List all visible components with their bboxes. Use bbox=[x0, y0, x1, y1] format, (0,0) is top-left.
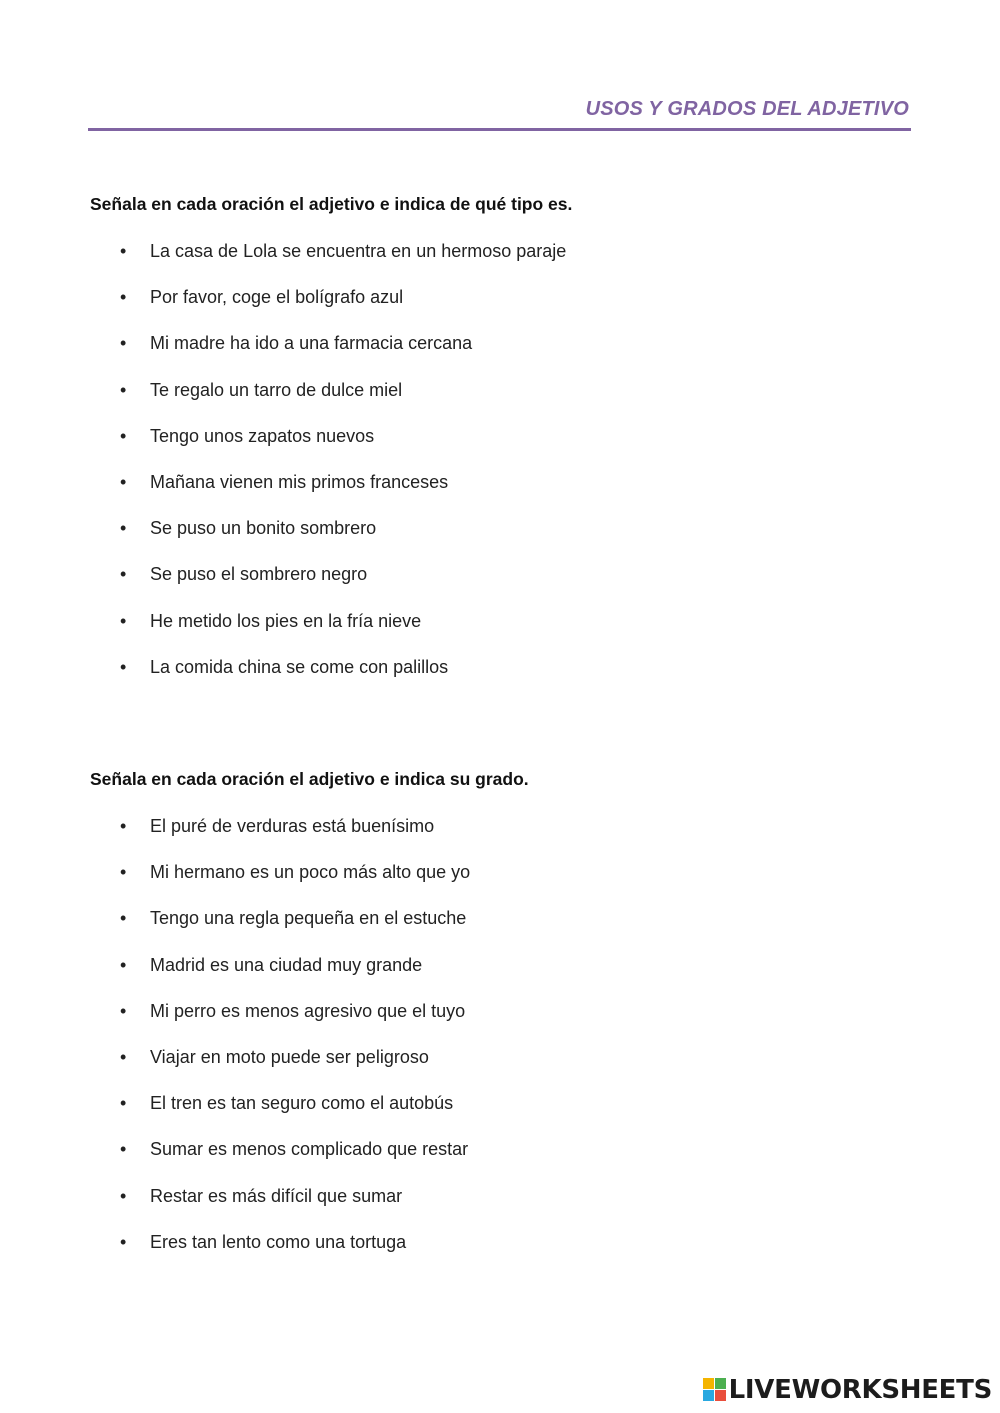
bullet-icon: • bbox=[120, 656, 127, 677]
list-item-text: El puré de verduras está buenísimo bbox=[150, 816, 435, 836]
list-item bbox=[0, 286, 1000, 332]
brand-text: LIVEWORKSHEETS bbox=[728, 1375, 992, 1405]
list-item bbox=[0, 610, 1000, 656]
bullet-icon: • bbox=[120, 564, 127, 585]
section-2-list bbox=[0, 815, 1000, 1277]
bullet-icon: • bbox=[120, 1000, 127, 1021]
list-item bbox=[0, 907, 1000, 953]
bullet-icon: • bbox=[120, 1046, 127, 1067]
list-item bbox=[0, 517, 1000, 563]
list-item bbox=[0, 471, 1000, 517]
list-item bbox=[0, 425, 1000, 471]
bullet-icon: • bbox=[120, 241, 127, 261]
bullet-icon: • bbox=[120, 862, 127, 883]
list-item bbox=[0, 332, 1000, 378]
bullet-icon: • bbox=[120, 379, 127, 400]
list-item-text: Madrid es una ciudad muy grande bbox=[150, 954, 423, 975]
list-item bbox=[0, 1138, 1000, 1184]
liveworksheets-watermark bbox=[703, 1375, 992, 1405]
header-divider bbox=[88, 128, 911, 131]
list-item-text: Viajar en moto puede ser peligroso bbox=[150, 1046, 429, 1067]
list-item bbox=[0, 240, 1000, 286]
list-item-text: El tren es tan seguro como el autobús bbox=[150, 1093, 454, 1114]
list-item bbox=[0, 815, 1000, 861]
list-item bbox=[0, 1000, 1000, 1046]
list-item-text: Eres tan lento como una tortuga bbox=[150, 1231, 407, 1252]
bullet-icon: • bbox=[120, 1139, 127, 1160]
list-item bbox=[0, 1046, 1000, 1092]
bullet-icon: • bbox=[120, 425, 127, 446]
list-item-text: Mi madre ha ido a una farmacia cercana bbox=[150, 333, 473, 354]
bullet-icon: • bbox=[120, 287, 127, 308]
list-item-text: Mi perro es menos agresivo que el tuyo bbox=[150, 1000, 466, 1021]
bullet-icon: • bbox=[120, 816, 127, 836]
list-item-text: Se puso el sombrero negro bbox=[150, 564, 368, 585]
bullet-icon: • bbox=[120, 908, 127, 929]
bullet-icon: • bbox=[120, 1093, 127, 1114]
list-item-text: Restar es más difícil que sumar bbox=[150, 1185, 403, 1206]
list-item bbox=[0, 379, 1000, 425]
section-1-heading: Señala en cada oración el adjetivo e indica de qué tipo es. bbox=[90, 194, 573, 214]
bullet-icon: • bbox=[120, 1231, 127, 1252]
list-item-text: Sumar es menos complicado que restar bbox=[150, 1139, 469, 1160]
list-item-text: Tengo unos zapatos nuevos bbox=[150, 425, 375, 446]
bullet-icon: • bbox=[120, 471, 127, 492]
bullet-icon: • bbox=[120, 610, 127, 631]
bullet-icon: • bbox=[120, 1185, 127, 1206]
section-1-list bbox=[0, 240, 1000, 702]
page-title: USOS Y GRADOS DEL ADJETIVO bbox=[585, 98, 909, 120]
list-item-text: Tengo una regla pequeña en el estuche bbox=[150, 908, 467, 929]
list-item bbox=[0, 1231, 1000, 1277]
bullet-icon: • bbox=[120, 518, 127, 539]
list-item bbox=[0, 954, 1000, 1000]
list-item bbox=[0, 861, 1000, 907]
list-item-text: La casa de Lola se encuentra en un hermoso paraje bbox=[150, 241, 567, 261]
list-item bbox=[0, 1092, 1000, 1138]
list-item-text: Por favor, coge el bolígrafo azul bbox=[150, 287, 404, 308]
section-2-heading: Señala en cada oración el adjetivo e indica su grado. bbox=[90, 769, 529, 789]
list-item-text: He metido los pies en la fría nieve bbox=[150, 610, 422, 631]
list-item-text: Mi hermano es un poco más alto que yo bbox=[150, 862, 471, 883]
list-item-text: Se puso un bonito sombrero bbox=[150, 518, 377, 539]
list-item-text: Te regalo un tarro de dulce miel bbox=[150, 379, 403, 400]
list-item-text: Mañana vienen mis primos franceses bbox=[150, 471, 449, 492]
list-item bbox=[0, 656, 1000, 702]
bullet-icon: • bbox=[120, 333, 127, 354]
list-item bbox=[0, 1185, 1000, 1231]
liveworksheets-logo-icon bbox=[703, 1378, 727, 1402]
bullet-icon: • bbox=[120, 954, 127, 975]
list-item-text: La comida china se come con palillos bbox=[150, 656, 449, 677]
list-item bbox=[0, 563, 1000, 609]
